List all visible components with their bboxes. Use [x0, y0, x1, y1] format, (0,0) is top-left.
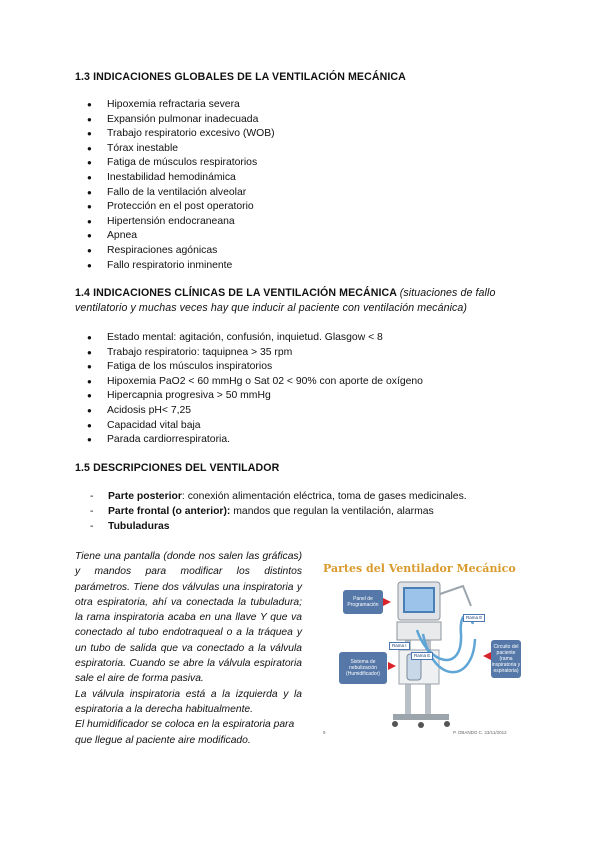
global-indications-list: [75, 98, 275, 273]
list-item: ● Trabajo respiratorio: taquipnea > 35 rpm: [75, 346, 423, 361]
tag-rama-i: Rama I: [389, 642, 410, 650]
list-item: ● Fallo respiratorio inminente: [75, 259, 275, 274]
list-item: ● Fatiga de músculos respiratorios: [75, 156, 275, 171]
part-label: Tubuladuras: [108, 520, 170, 532]
tag-rama-e-2: Rama E: [463, 614, 485, 622]
ventilator-figure: [313, 554, 523, 741]
list-item: ● Inestabilidad hemodinámica: [75, 171, 275, 186]
list-item: ● Trabajo respiratorio excesivo (WOB): [75, 127, 275, 142]
list-item: ● Apnea: [75, 229, 275, 244]
figure-page-number: 9: [323, 730, 326, 735]
tag-rama-e: Rama E: [411, 652, 433, 660]
section-13-title: 1.3 INDICACIONES GLOBALES DE LA VENTILACIÓN MECÁNICA: [75, 71, 406, 83]
list-item: ● Capacidad vital baja: [75, 419, 423, 434]
paragraph: El humidificador se coloca en la espiratoria para que llegue al paciente aire modificado.: [75, 719, 295, 746]
callout-programming-panel: Panel de Programación: [343, 590, 383, 614]
list-item: ● Fatiga de los músculos inspiratorios: [75, 360, 423, 375]
list-item: ● Hipoxemia PaO2 < 60 mmHg o Sat 02 < 90% con aporte de oxígeno: [75, 375, 423, 390]
ventilator-parts-list: [90, 490, 467, 534]
section-14-note: (situaciones de fallo: [399, 287, 496, 299]
list-item: [90, 490, 467, 505]
list-item: ● Estado mental: agitación, confusión, inquietud. Glasgow < 8: [75, 331, 423, 346]
section-14-title: [75, 286, 535, 316]
list-item: ● Acidosis pH< 7,25: [75, 404, 423, 419]
part-label: Parte posterior: [108, 491, 182, 502]
paragraph: La válvula inspiratoria está a la izquierda y la espiratoria a la derecha habitualmente.: [75, 688, 302, 715]
list-item: [90, 520, 467, 535]
list-item: ● Hipercapnia progresiva > 50 mmHg: [75, 389, 423, 404]
list-item: ● Expansión pulmonar inadecuada: [75, 113, 275, 128]
section-14-title-text: 1.4 INDICACIONES CLÍNICAS DE LA VENTILACIÓN MECÁNICA: [75, 287, 397, 299]
part-text: mandos que regulan la ventilación, alarmas: [230, 505, 434, 517]
figure-title: Partes del Ventilador Mecánico: [323, 562, 516, 575]
callout-patient-circuit: Circuito del paciente (rama inspiratoria y espiratoria): [491, 640, 521, 678]
list-item: ● Fallo de la ventilación alveolar: [75, 186, 275, 201]
part-text: : conexión alimentación eléctrica, toma de gases medicinales.: [181, 491, 467, 502]
section-15-title: 1.5 DESCRIPCIONES DEL VENTILADOR: [75, 462, 280, 474]
callout-humidifier: Sistema de nebulización (Humidificador): [339, 652, 387, 684]
list-item: ● Protección en el post operatorio: [75, 200, 275, 215]
paragraph: Tiene una pantalla (donde nos salen las gráficas) y mandos para modificar los distintos parámetros. Tiene dos válvulas una inspiratoria y otra espiratoria, ahí va conectada la tubuladura; la rama inspiratoria acaba en una llave Y que va conectado al tubo endotraqueal o a la tráquea y un tubo de salida que va conectado a la válvula espiratoria. Cuando se abre la válvula espiratoria sale el aire de forma pasiva.: [75, 551, 302, 685]
list-item: ● Respiraciones agónicas: [75, 244, 275, 259]
clinical-indications-list: [75, 331, 423, 448]
list-item: ● Hipertensión endocraneana: [75, 215, 275, 230]
list-item: ● Tórax inestable: [75, 142, 275, 157]
part-label: Parte frontal (o anterior):: [108, 505, 231, 517]
list-item: ● Hipoxemia refractaria severa: [75, 98, 275, 113]
ventilator-description: [75, 549, 302, 748]
list-item: [90, 505, 467, 520]
figure-author: P. OBANDO C. 23/11/2012: [453, 730, 507, 735]
list-item: ● Parada cardiorrespiratoria.: [75, 433, 423, 448]
section-14-note-line2: ventilatorio y muchas veces hay que inducir al paciente con ventilación mecánica): [75, 302, 468, 314]
